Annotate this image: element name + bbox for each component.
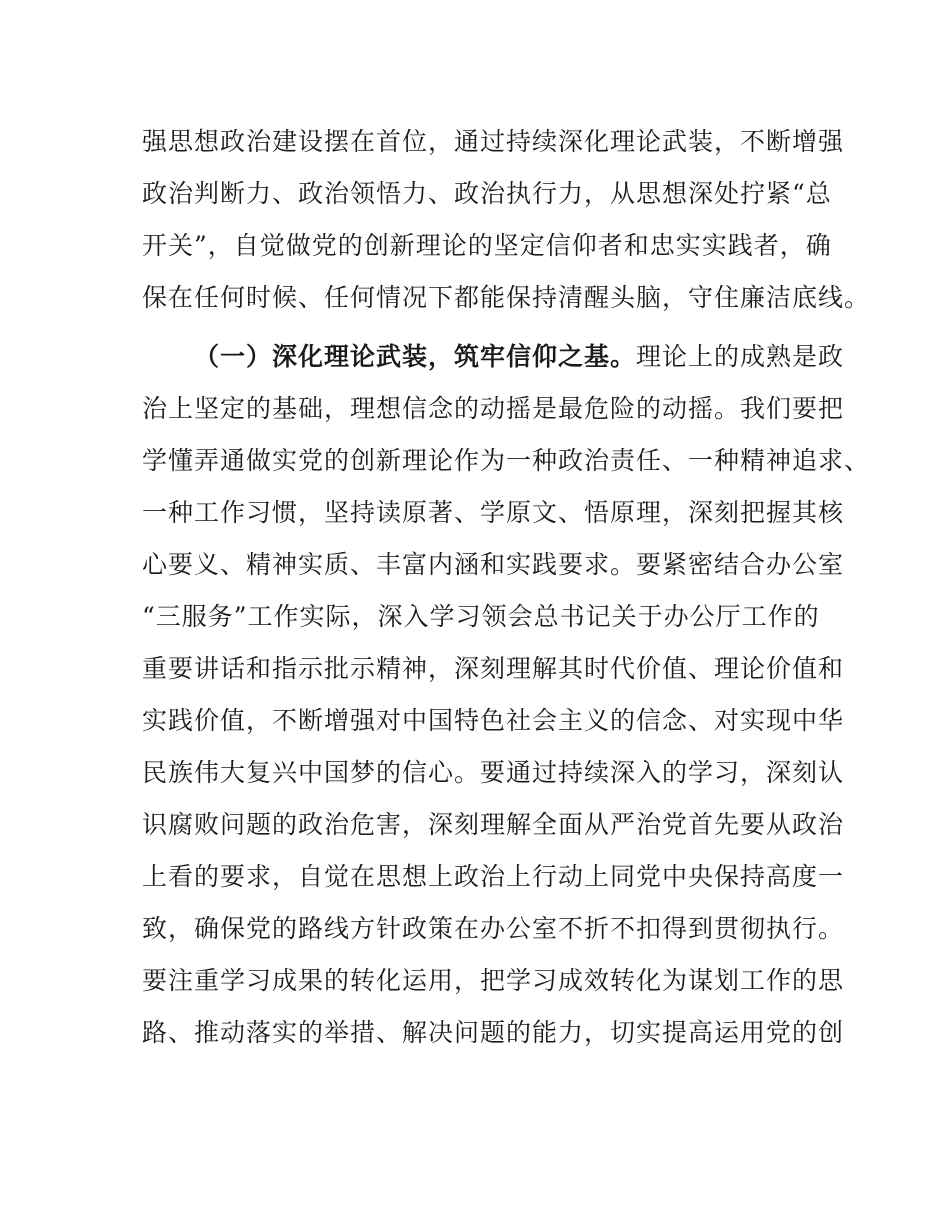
- paragraph-section-1: [142, 331, 871, 1059]
- text-line: 开关”，自觉做党的创新理论的坚定信仰者和忠实实践者，确: [142, 231, 832, 260]
- text-line: 致，确保党的路线方针政策在办公室不折不扣得到贯彻执行。: [142, 914, 845, 943]
- text-line: 识腐败问题的政治危害，深刻理解全面从严治党首先要从政治: [142, 810, 845, 839]
- text-line: 强思想政治建设摆在首位，通过持续深化理论武装，不断增强: [142, 127, 845, 156]
- text-line: 学懂弄通做实党的创新理论作为一种政治责任、一种精神追求、: [142, 446, 871, 475]
- text-line: 重要讲话和指示批示精神，深刻理解其时代价值、理论价值和: [142, 654, 845, 683]
- text-line: 要注重学习成果的转化运用，把学习成效转化为谋划工作的思: [142, 966, 845, 995]
- text-line: 路、推动落实的举措、解决问题的能力，切实提高运用党的创: [142, 1018, 845, 1047]
- text-line: 保在任何时候、任何情况下都能保持清醒头脑，守住廉洁底线。: [142, 283, 871, 312]
- text-line: 治上坚定的基础，理想信念的动摇是最危险的动摇。我们要把: [142, 394, 845, 423]
- paragraph-intro: [142, 116, 871, 324]
- text-line: 心要义、精神实质、丰富内涵和实践要求。要紧密结合办公室: [142, 550, 845, 579]
- text-line: 一种工作习惯，坚持读原著、学原文、悟原理，深刻把握其核: [142, 498, 845, 527]
- text-fragment: 理论上的成熟是政: [636, 342, 845, 371]
- section-heading: （一）深化理论武装，筑牢信仰之基。: [194, 342, 637, 371]
- text-line: 实践价值，不断增强对中国特色社会主义的信念、对实现中华: [142, 706, 845, 735]
- text-line: 政治判断力、政治领悟力、政治执行力，从思想深处拧紧“总: [142, 179, 832, 208]
- text-line: “三服务”工作实际，深入学习领会总书记关于办公厅工作的: [142, 602, 820, 631]
- text-line-first: [142, 331, 845, 383]
- text-line: 民族伟大复兴中国梦的信心。要通过持续深入的学习，深刻认: [142, 758, 845, 787]
- text-line: 上看的要求，自觉在思想上政治上行动上同党中央保持高度一: [142, 862, 845, 891]
